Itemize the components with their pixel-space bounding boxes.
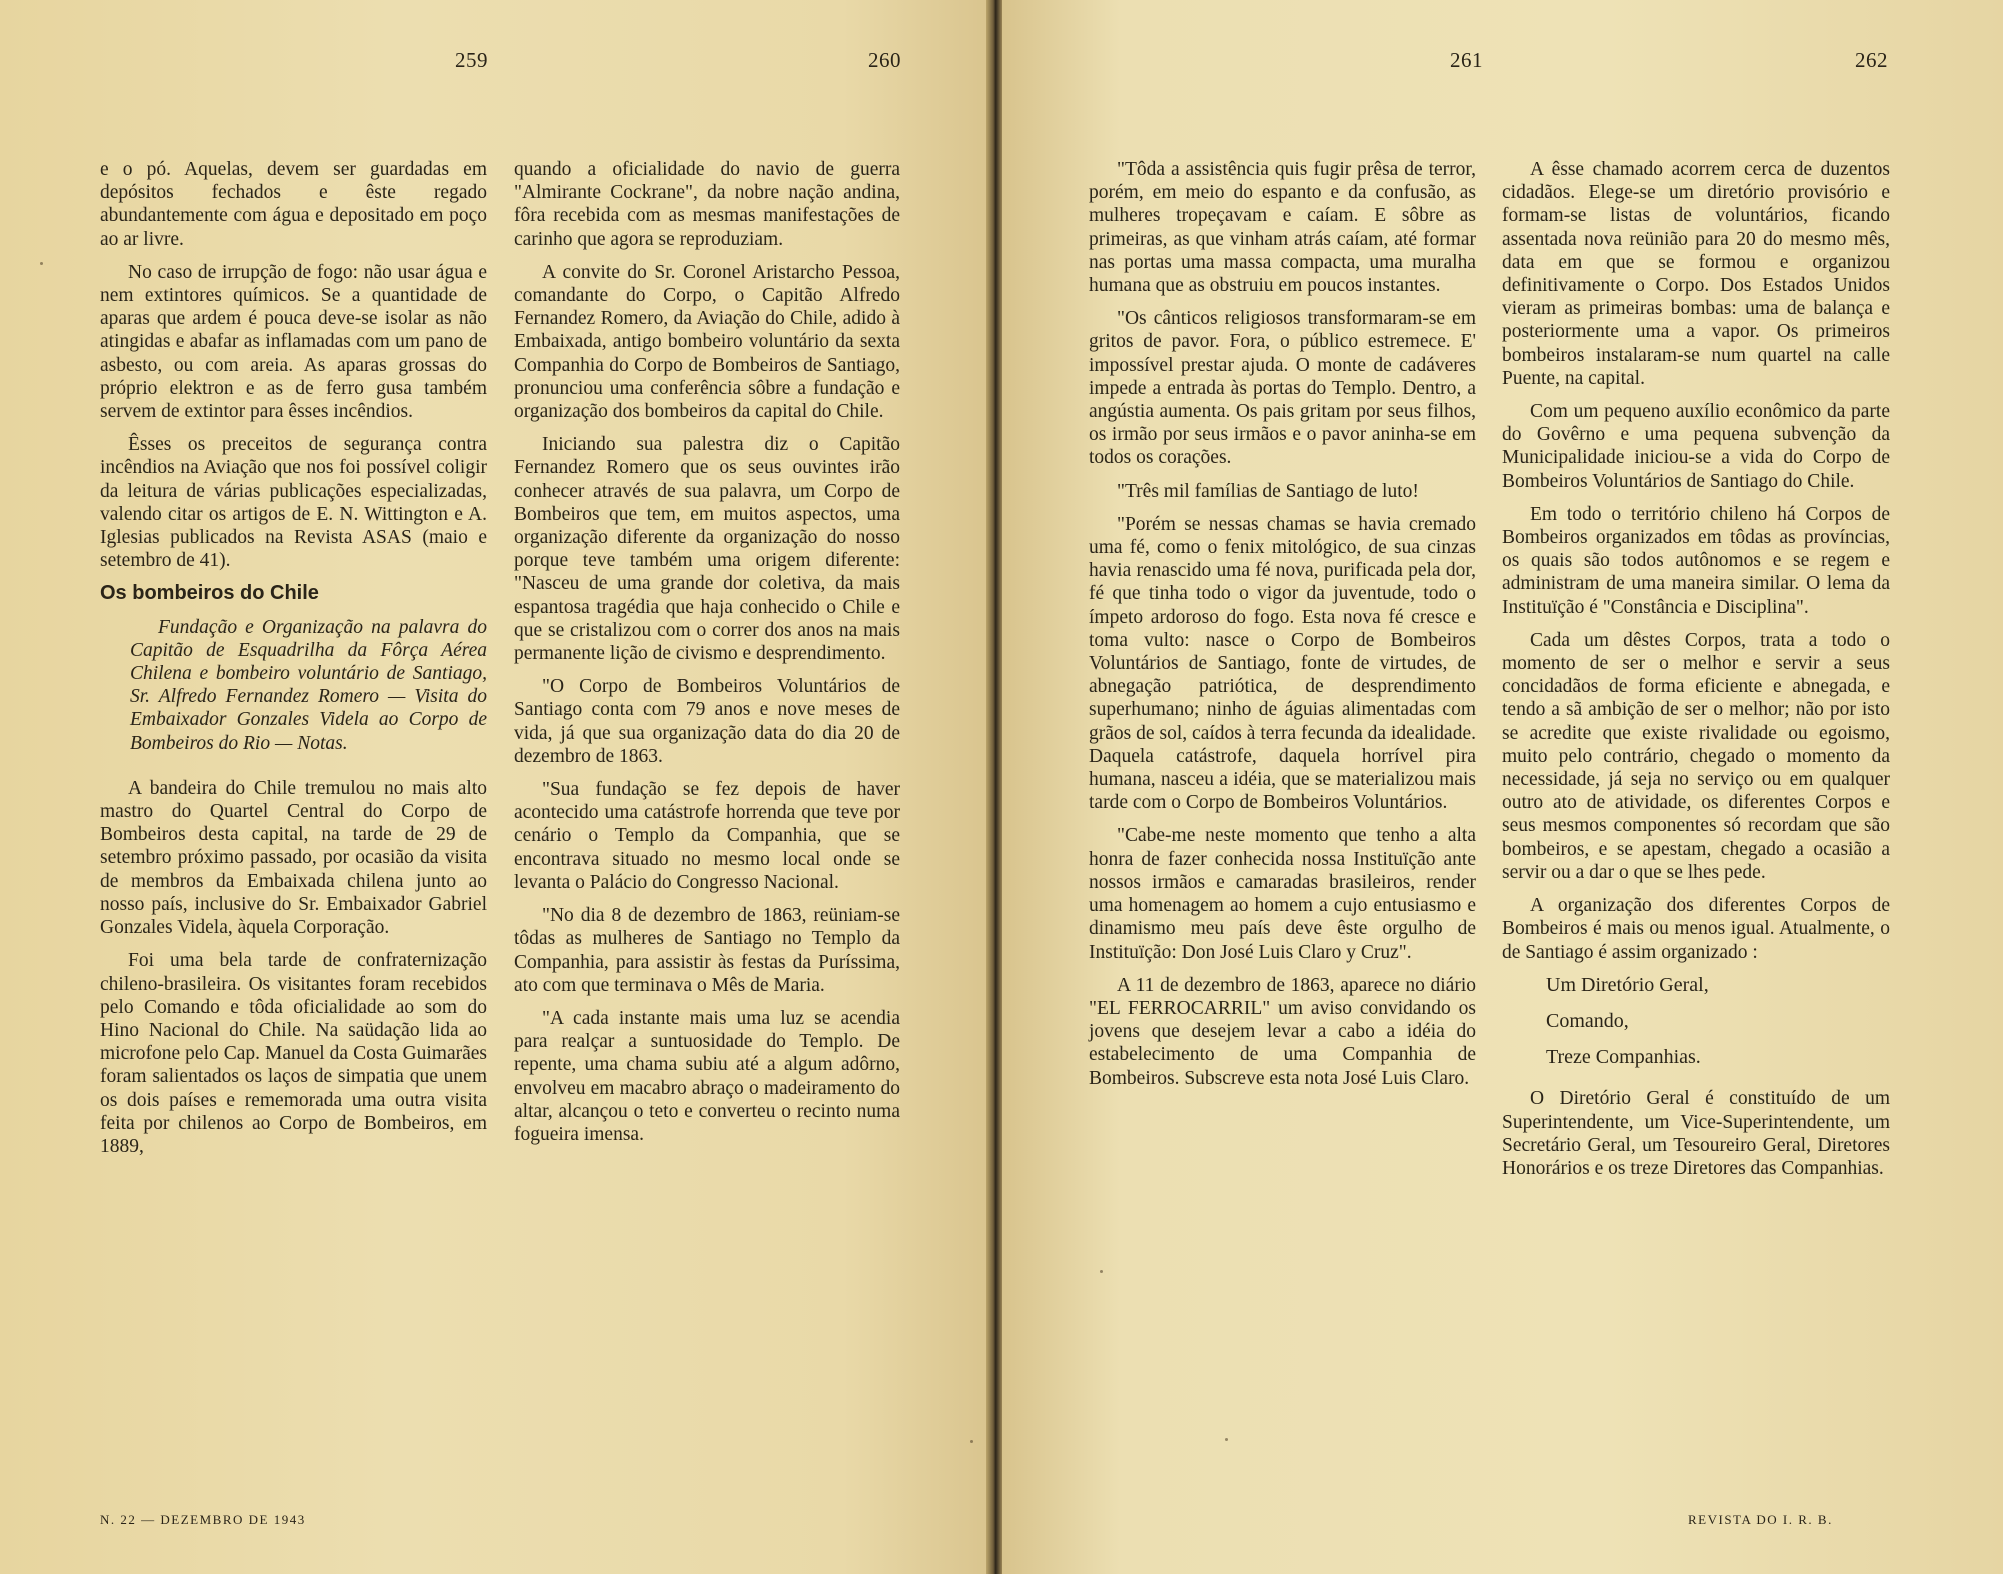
book-gutter	[986, 0, 1002, 1574]
footer-issue: N. 22 — DEZEMBRO DE 1943	[100, 1512, 306, 1527]
paragraph: "Cabe-me neste momento que tenho a alta honra de fazer conhecida nossa Instituïção ante nossos irmãos e camaradas brasileiros, render uma homenagem ao homem a cujo entusiasmo e dinamismo meu país deve êste orgulho de Instituïção: Don José Luis Claro y Cruz".	[1089, 825, 1476, 963]
list-item: Comando,	[1546, 1009, 1629, 1032]
organization-list	[1502, 974, 1890, 1070]
paragraph: A bandeira do Chile tremulou no mais alto mastro do Quartel Central do Corpo de Bombeiros desta capital, na tarde de 29 de setembro próximo passado, por ocasião da visita de membros da Embaixada chilena junto ao nosso país, inclusive do Sr. Embaixador Gabriel Gonzales Videla, àquela Corporação.	[100, 777, 487, 939]
article-heading: Os bombeiros do Chile	[100, 582, 319, 605]
paragraph: Foi uma bela tarde de confraternização chileno-brasileira. Os visitantes foram recebidos pelo Comando e tôda oficialidade ao som do Hino Nacional do Chile. Na saüdação lida ao microfone pelo Cap. Manuel da Costa Guimarães foram salientados os laços de simpatia que unem os dois países e rememorada uma outra visita feita por chilenos ao Corpo de Bombeiros, em 1889,	[100, 950, 487, 1157]
paper-speck	[970, 1440, 973, 1443]
paragraph: Êsses os preceitos de segurança contra incêndios na Aviação que nos foi possível coligir da leitura de várias publicações especializadas, valendo citar os artigos de E. N. Wittington e A. Iglesias publicados na Revista ASAS (maio e setembro de 41).	[100, 434, 487, 572]
paragraph: "Sua fundação se fez depois de haver acontecido uma catástrofe horrenda que teve por cenário o Templo da Companhia, que se encontrava situado no mesmo local onde se levanta o Palácio do Congresso Nacional.	[514, 779, 900, 893]
list-item: Treze Companhias.	[1546, 1046, 1701, 1069]
page-number-262: 262	[1855, 48, 1888, 72]
paragraph: "Porém se nessas chamas se havia cremado uma fé, como o fenix mitológico, de sua cinzas havia renascido uma fé nova, purificada pela dor, fé que tinha todo o vigor da juventude, todo o ímpeto ardoroso do fogo. Esta nova fé cresce e toma vulto: nasce o Corpo de Bombeiros Voluntários de Santiago, fonte de virtudes, de abnegação patriótica, de desprendimento superhumano; ninho de águias alimentadas com grãos de sol, caídos à terra fecunda da idealidade. Daquela catástrofe, daquela horrível pira humana, nasceu a idéia, que se materializou mais tarde com o Corpo de Bombeiros Voluntários.	[1089, 513, 1476, 814]
page-number-261: 261	[1450, 48, 1483, 72]
paragraph: e o pó. Aquelas, devem ser guardadas em depósitos fechados e êste regado abundantemente com água e depositado em poço ao ar livre.	[100, 159, 487, 250]
paragraph: "A cada instante mais uma luz se acendia para realçar a suntuosidade do Templo. De repente, uma chama subiu até a algum adôrno, envolveu em macabro abraço o madeiramento do altar, alcançou o teto e converteu o recinto numa fogueira imensa.	[514, 1007, 900, 1145]
paragraph: Com um pequeno auxílio econômico da parte do Govêrno e uma pequena subvenção da Municipalidade iniciou-se a vida do Corpo de Bombeiros Voluntários de Santiago do Chile.	[1502, 401, 1890, 492]
paragraph: Em todo o território chileno há Corpos de Bombeiros organizados em tôdas as províncias, os quais são todos autônomos e se regem e administram de uma maneira similar. O lema da Instituïção é "Constância e Disciplina".	[1502, 503, 1890, 618]
footer-journal: REVISTA DO I. R. B.	[1688, 1512, 1833, 1527]
list-item: Um Diretório Geral,	[1546, 973, 1709, 996]
page-number-259: 259	[455, 48, 488, 72]
paragraph: quando a oficialidade do navio de guerra "Almirante Cockrane", da nobre nação andina, fôra recebida com as mesmas manifestações de carinho que agora se reproduziam.	[514, 159, 900, 250]
article-subheading: Fundação e Organização na palavra do Capitão de Esquadrilha da Fôrça Aérea Chilena e bombeiro voluntário de Santiago, Sr. Alfredo Fernandez Romero — Visita do Embaixador Gonzales Videla ao Corpo de Bombeiros do Rio — Notas.	[130, 616, 487, 754]
paragraph: Cada um dêstes Corpos, trata a todo o momento de ser o melhor e servir a seus concidadãos de forma eficiente e abnegada, e tendo a sã ambição de ser o melhor; não por isto se acredite que existe rivalidade ou egoismo, muito pelo contrário, chegado o momento da necessidade, já seja no serviço ou em qualquer outro ato de atividade, os diferentes Corpos e seus mesmos componentes só recordam que são bombeiros, e se apestam, chegado a ocasião a servir ou a dar o que se lhes pede.	[1502, 629, 1890, 883]
paragraph: A convite do Sr. Coronel Aristarcho Pessoa, comandante do Corpo, o Capitão Alfredo Fernandez Romero, da Aviação do Chile, adido à Embaixada, antigo bombeiro voluntário da sexta Companhia do Corpo de Bombeiros de Santiago, pronunciou uma conferência sôbre a fundação e organização dos bombeiros da capital do Chile.	[514, 261, 900, 423]
paragraph: A êsse chamado acorrem cerca de duzentos cidadãos. Elege-se um diretório provisório e formam-se listas de voluntários, ficando assentada nova reünião para 20 do mesmo mês, data em que se formou e organizou definitivamente o Corpo. Dos Estados Unidos vieram as primeiras bombas: uma de balança e posteriormente uma a vapor. Os primeiros bombeiros instalaram-se num quartel na calle Puente, na capital.	[1502, 159, 1890, 389]
column-page-260	[514, 158, 900, 1156]
paragraph: "Os cânticos religiosos transformaram-se em gritos de pavor. Fora, o público estremece. E' impossível prestar ajuda. O monte de cadáveres impede a entrada às portas do Templo. Dentro, a angústia aumenta. Os pais gritam por seus filhos, os irmão por seus irmãos e o pavor aninha-se em todos os corações.	[1089, 308, 1476, 469]
paragraph: O Diretório Geral é constituído de um Superintendente, um Vice-Superintendente, um Secretário Geral, um Tesoureiro Geral, Diretores Honorários e os treze Diretores das Companhias.	[1502, 1088, 1890, 1179]
paragraph: "Tôda a assistência quis fugir prêsa de terror, porém, em meio do espanto e da confusão, as mulheres tropeçavam e caíam. E sôbre as primeiras, as que vinham atrás caíam, até formar nas portas uma massa compacta, uma muralha humana que as obstruiu em poucos instantes.	[1089, 159, 1476, 297]
paragraph: Iniciando sua palestra diz o Capitão Fernandez Romero que os seus ouvintes irão conhecer através de sua palavra, um Corpo de Bombeiros que tem, em muitos aspectos, uma organização diferente da organização do nosso porque teve também uma origem diferente: "Nasceu de uma grande dor coletiva, da mais espantosa tragédia que haja conhecido o Chile e que se cristalizou com o correr dos anos na mais permanente lição de civismo e desprendimento.	[514, 434, 900, 665]
page-number-260: 260	[868, 48, 901, 72]
paragraph: A organização dos diferentes Corpos de Bombeiros é mais ou menos igual. Atualmente, o de Santiago é assim organizado :	[1502, 895, 1890, 963]
paragraph: A 11 de dezembro de 1863, aparece no diário "EL FERROCARRIL" um aviso convidando os jovens que desejem levar a cabo a idéia do estabelecimento de uma Companhia de Bombeiros. Subscreve esta nota José Luis Claro.	[1089, 974, 1476, 1089]
paragraph: No caso de irrupção de fogo: não usar água e nem extintores químicos. Se a quantidade de aparas que ardem é pouca deve-se isolar as não atingidas e abafar as inflamadas com um pano de asbesto, ou com areia. As aparas grossas do próprio elektron e as de ferro gusa também servem de extintor para êsses incêndios.	[100, 261, 487, 423]
paper-speck	[1225, 1438, 1228, 1441]
paragraph: "No dia 8 de dezembro de 1863, reüniam-se tôdas as mulheres de Santiago no Templo da Companhia, para assistir às festas da Puríssima, ato com que terminava o Mês de Maria.	[514, 905, 900, 996]
column-page-259	[100, 158, 487, 1168]
paper-speck	[40, 262, 43, 265]
paragraph: "Três mil famílias de Santiago de luto!	[1117, 480, 1419, 502]
paragraph: "O Corpo de Bombeiros Voluntários de Santiago conta com 79 anos e nove meses de vida, já que sua organização data do dia 20 de dezembro de 1863.	[514, 676, 900, 767]
column-page-261	[1089, 158, 1476, 1100]
column-page-262	[1502, 158, 1890, 1190]
paper-speck	[1100, 1270, 1103, 1273]
